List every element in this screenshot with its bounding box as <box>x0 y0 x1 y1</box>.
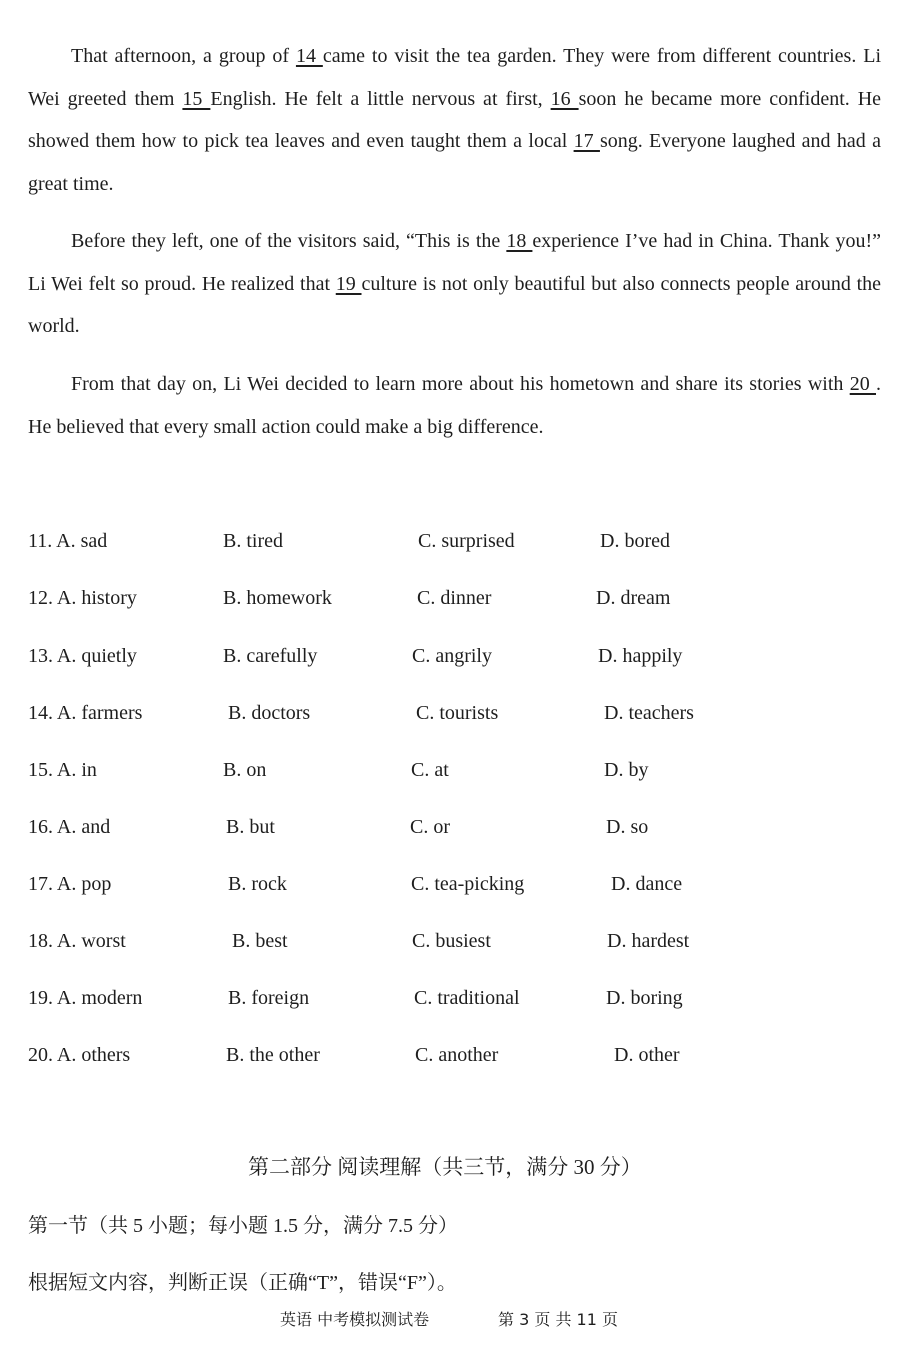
passage-paragraph-2 <box>28 220 881 348</box>
passage-text: culture is not only beautiful but also connects people around the world. <box>28 272 882 337</box>
option-a: 20. A. others <box>28 1044 131 1066</box>
option-d: D. bored <box>600 530 670 552</box>
passage-paragraph-3 <box>28 363 881 448</box>
footer-subject: 英语 中考模拟测试卷 <box>280 1310 430 1329</box>
passage-text: From that day on, Li Wei decided to learn more about his hometown and share its stories with <box>71 373 850 395</box>
option-c: C. tea-picking <box>411 873 525 895</box>
option-b: B. on <box>223 759 267 781</box>
blank-17: 17 <box>573 130 600 152</box>
blank-15: 15 <box>182 87 211 110</box>
option-c: C. surprised <box>418 530 515 552</box>
option-c: C. at <box>411 759 449 781</box>
option-d: D. so <box>606 816 649 838</box>
option-d: D. boring <box>606 987 683 1009</box>
part-two-title: 第二部分 阅读理解（共三节，满分 30 分） <box>248 1155 642 1179</box>
option-c: C. tourists <box>416 702 499 724</box>
option-c: C. busiest <box>412 930 491 952</box>
option-d: D. by <box>604 759 649 781</box>
option-b: B. foreign <box>228 987 310 1009</box>
option-a: 15. A. in <box>28 759 97 781</box>
option-a: 17. A. pop <box>28 873 112 895</box>
blank-20: 20 <box>849 373 876 395</box>
option-c: C. another <box>415 1044 499 1066</box>
passage-text: came to visit the tea garden. They were from different countries. Li Wei greeted them <box>28 45 881 110</box>
option-d: D. other <box>614 1044 680 1066</box>
passage-text: That afternoon, a group of <box>71 45 296 67</box>
section-one-heading: 第一节（共 5 小题；每小题 1.5 分，满分 7.5 分） <box>28 1215 458 1237</box>
option-c: C. traditional <box>414 987 520 1009</box>
option-a: 19. A. modern <box>28 987 143 1009</box>
blank-14: 14 <box>295 45 323 67</box>
option-d: D. dream <box>596 587 671 609</box>
passage-text: Before they left, one of the visitors said, “This is the <box>71 230 507 252</box>
true-false-instruction: 根据短文内容，判断正误（正确“T”，错误“F”）。 <box>28 1272 457 1294</box>
option-b: B. the other <box>226 1044 320 1066</box>
option-a: 12. A. history <box>28 587 137 609</box>
option-b: B. homework <box>223 587 332 609</box>
option-d: D. teachers <box>604 702 694 724</box>
passage-text: experience I’ve had in China. Thank you!” Li Wei felt so proud. He realized that <box>28 230 882 295</box>
option-a: 14. A. farmers <box>28 702 143 724</box>
option-a: 18. A. worst <box>28 930 126 952</box>
option-d: D. happily <box>598 645 683 667</box>
passage-paragraph-1 <box>28 35 881 205</box>
option-b: B. but <box>226 816 275 838</box>
option-b: B. rock <box>228 873 287 895</box>
option-d: D. hardest <box>607 930 690 952</box>
option-b: B. tired <box>223 530 283 552</box>
option-b: B. doctors <box>228 702 311 724</box>
option-a: 16. A. and <box>28 816 111 838</box>
option-b: B. carefully <box>223 645 318 667</box>
option-a: 13. A. quietly <box>28 645 137 667</box>
passage-text: English. He felt a little nervous at first, <box>210 87 551 110</box>
option-c: C. angrily <box>412 645 492 667</box>
blank-16: 16 <box>550 87 579 110</box>
option-c: C. or <box>410 816 450 838</box>
blank-18: 18 <box>506 230 533 252</box>
blank-19: 19 <box>335 272 362 295</box>
option-a: 11. A. sad <box>28 530 108 552</box>
option-d: D. dance <box>611 873 683 895</box>
footer-page-number: 第 3 页 共 11 页 <box>498 1310 618 1329</box>
passage-text: soon he became more confident. He showed them how to pick tea leaves and even taught them a local <box>28 87 882 152</box>
passage-text: . He believed that every small action could make a big difference. <box>28 373 881 438</box>
option-b: B. best <box>232 930 288 952</box>
passage-text: song. Everyone laughed and had a great time. <box>28 130 881 195</box>
option-c: C. dinner <box>417 587 492 609</box>
